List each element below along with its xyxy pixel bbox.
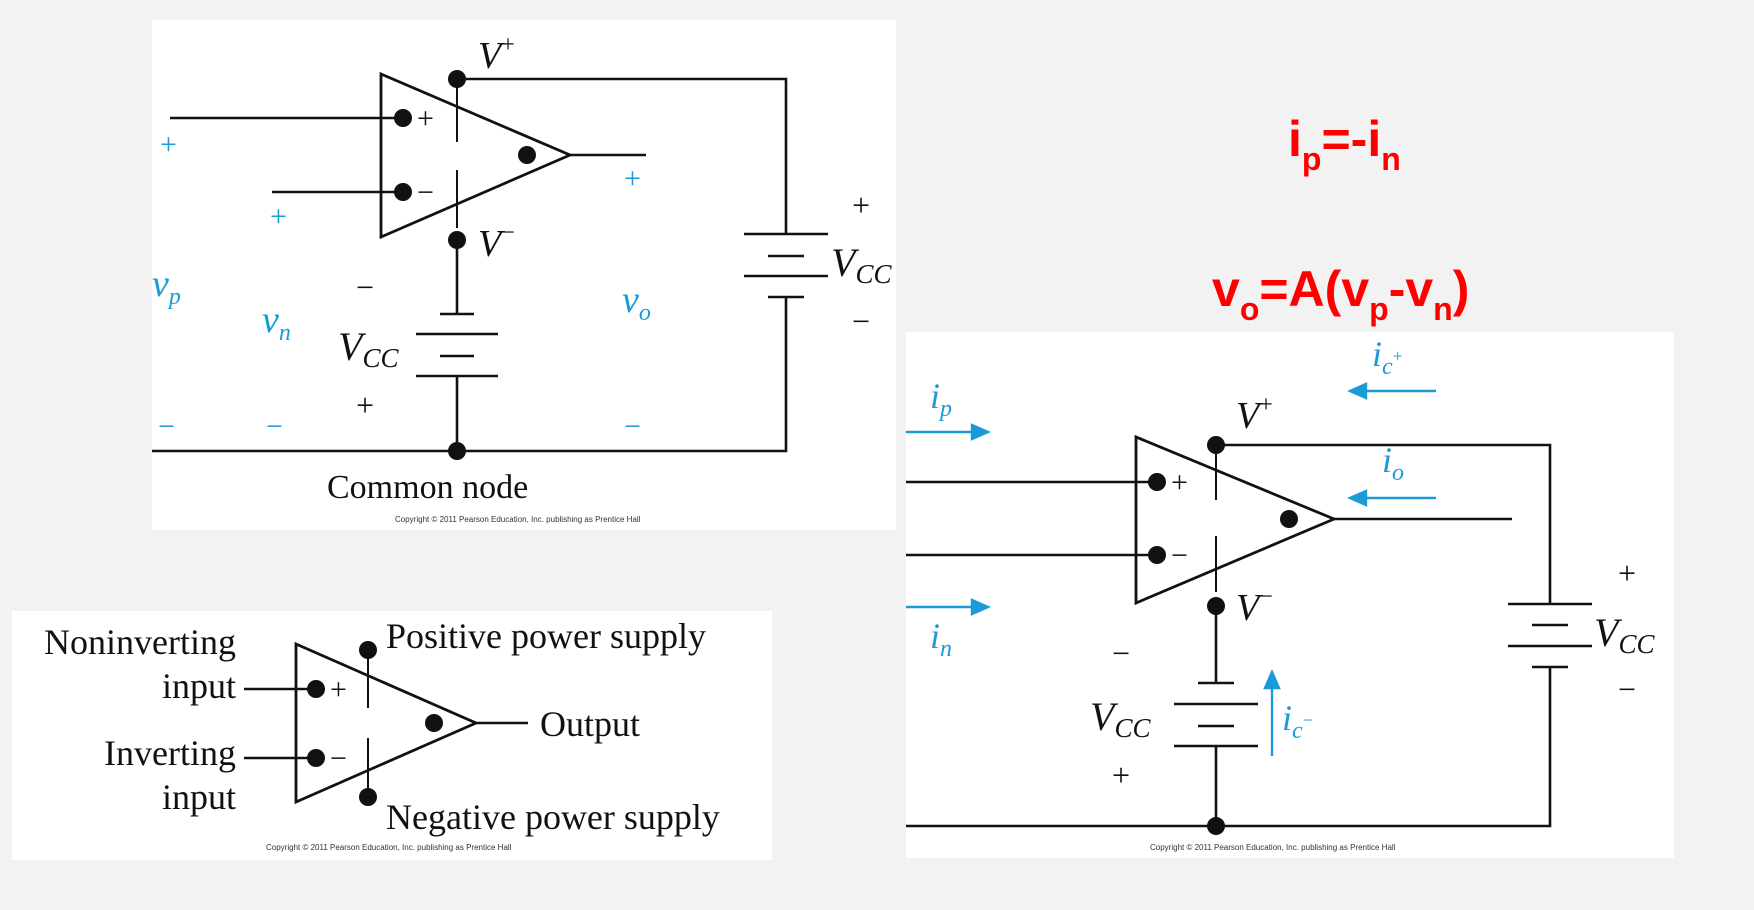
bottom-battery-minus: − xyxy=(356,269,375,305)
vn-minus: − xyxy=(266,410,283,443)
bottom-vcc-label: VCC xyxy=(338,324,399,373)
equation-currents: $i_p=-i_n$ xyxy=(1288,111,1401,177)
legend-minus-sign: − xyxy=(330,742,347,775)
current-bottom-vcc-label: VCC xyxy=(1090,694,1151,743)
vplus-label: V+ xyxy=(478,32,515,77)
inverting-label-line1: Inverting xyxy=(104,733,236,773)
top-circuit xyxy=(152,20,896,530)
common-node-dot xyxy=(448,442,466,460)
in-label: $i_n$ xyxy=(930,616,953,662)
legend-plus-sign: + xyxy=(330,673,347,706)
current-right-vcc-label: VCC xyxy=(1594,610,1655,659)
bottom-battery-plus: + xyxy=(356,387,375,423)
vp-minus: − xyxy=(158,410,175,443)
vo-minus: − xyxy=(624,410,641,443)
equations xyxy=(1212,111,1469,327)
right-battery-plus: + xyxy=(852,187,871,223)
current-plus-sign: + xyxy=(1171,466,1188,499)
vn-label: $v_n$ xyxy=(262,299,291,346)
inverting-terminal xyxy=(394,183,412,201)
noninverting-terminal xyxy=(394,109,412,127)
current-output-terminal xyxy=(1280,510,1298,528)
current-right-battery-plus: + xyxy=(1618,555,1637,591)
current-circuit xyxy=(906,332,1674,858)
common-node-label: Common node xyxy=(327,469,529,506)
vo-label: $v_o$ xyxy=(622,279,651,326)
vminus-label: V− xyxy=(478,220,515,265)
current-common-node-dot xyxy=(1207,817,1225,835)
icplus-label: $i_c^+$ xyxy=(1372,334,1403,380)
vn-plus: + xyxy=(270,200,287,233)
right-vcc-label: VCC xyxy=(831,240,892,289)
current-vminus-label: V− xyxy=(1236,584,1273,629)
current-minus-sign: − xyxy=(1171,539,1188,572)
opamp-minus-sign: − xyxy=(417,176,434,209)
current-bottom-battery-plus: + xyxy=(1112,757,1131,793)
current-noninverting-terminal xyxy=(1148,473,1166,491)
symbol-legend-copyright: Copyright © 2011 Pearson Education, Inc. publishing as Prentice Hall xyxy=(266,843,512,852)
legend-positive-supply-terminal xyxy=(359,641,377,659)
legend-output-terminal xyxy=(425,714,443,732)
inverting-label-line2: input xyxy=(161,777,236,817)
top-circuit-copyright: Copyright © 2011 Pearson Education, Inc. publishing as Prentice Hall xyxy=(395,515,641,524)
symbol-legend xyxy=(12,611,772,860)
icminus-label: $i_c^-$ xyxy=(1282,698,1313,744)
ip-label: $i_p$ xyxy=(930,376,953,422)
equation-gain: $v_o=A(v_p-v_n)$ xyxy=(1212,261,1470,327)
output-terminal xyxy=(518,146,536,164)
current-vplus-label: V+ xyxy=(1236,392,1273,437)
current-circuit-copyright: Copyright © 2011 Pearson Education, Inc. publishing as Prentice Hall xyxy=(1150,843,1396,852)
legend-negative-supply-terminal xyxy=(359,788,377,806)
negative-supply-label: Negative power supply xyxy=(386,797,720,837)
current-inverting-terminal xyxy=(1148,546,1166,564)
vp-label: $v_p$ xyxy=(152,263,181,310)
output-label: Output xyxy=(540,704,641,744)
vp-plus: + xyxy=(160,128,177,161)
legend-inverting-terminal xyxy=(307,749,325,767)
legend-noninverting-terminal xyxy=(307,680,325,698)
current-circuit-panel xyxy=(906,332,1674,858)
current-right-battery-minus: − xyxy=(1618,671,1637,707)
noninverting-label-line2: input xyxy=(161,666,236,706)
right-battery-minus: − xyxy=(852,303,871,339)
vo-plus: + xyxy=(624,162,641,195)
noninverting-label-line1: Noninverting xyxy=(44,622,236,662)
io-label: $i_o$ xyxy=(1382,440,1405,486)
opamp-plus-sign: + xyxy=(417,102,434,135)
positive-supply-label: Positive power supply xyxy=(386,616,706,656)
current-bottom-battery-minus: − xyxy=(1112,635,1131,671)
